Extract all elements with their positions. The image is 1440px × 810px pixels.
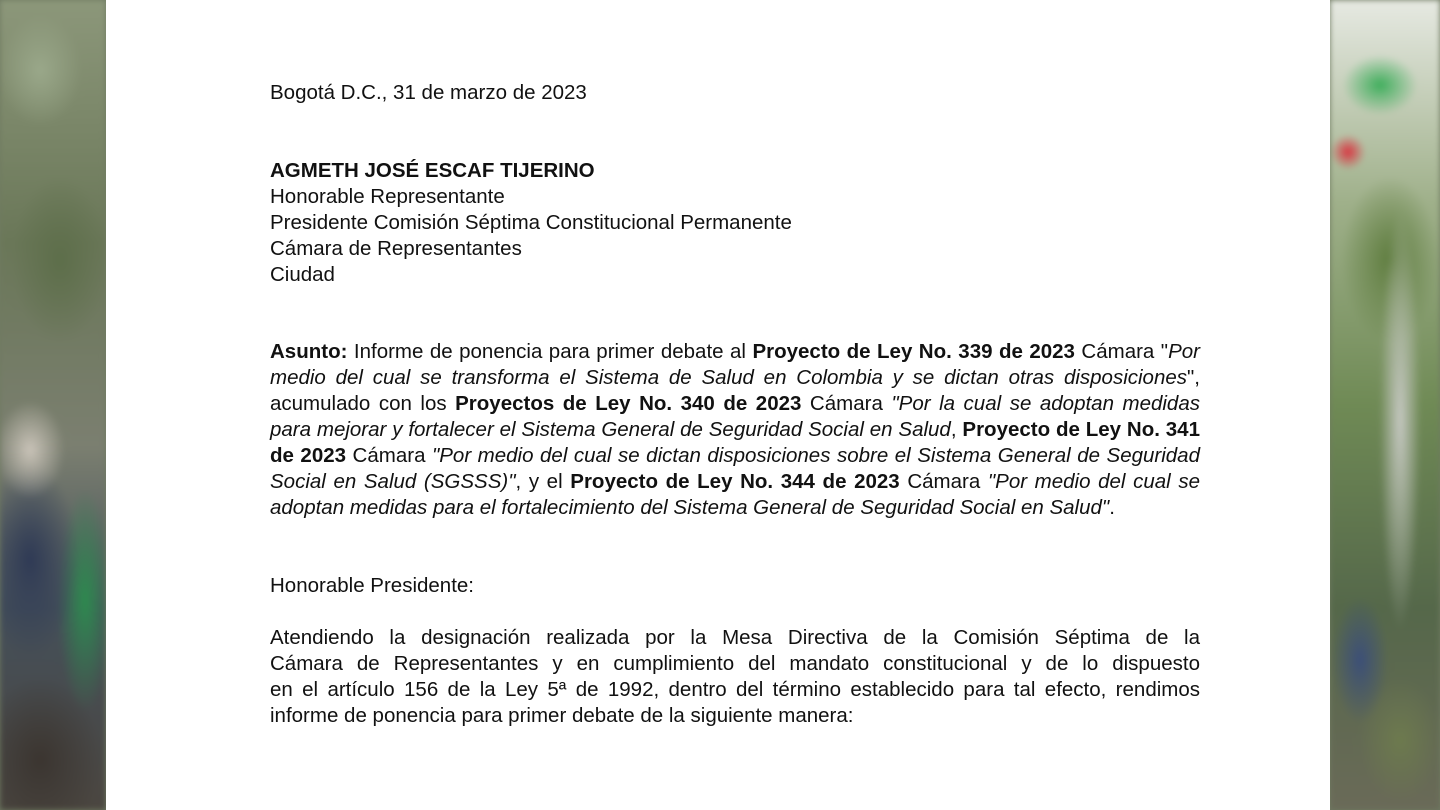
body-line: Cámara de Representantes y en cumplimiento del mandato constitucional y de lo dispuesto xyxy=(270,652,1200,675)
letter-content xyxy=(270,80,1200,729)
subject-text: ", acumulado con los xyxy=(270,366,1200,415)
document-page xyxy=(106,0,1330,810)
recipient-name: AGMETH JOSÉ ESCAF TIJERINO xyxy=(270,159,595,182)
bill-title: "Por medio del cual se adoptan medidas para el fortalecimiento del Sistema General de Seguridad Social en Salud" xyxy=(270,470,1200,519)
bill-reference: Proyecto de Ley No. 339 de 2023 xyxy=(752,340,1075,363)
bill-title: Por medio del cual se transforma el Sistema de Salud en Colombia y se dictan otras disposiciones xyxy=(270,340,1200,389)
subject-text: Cámara xyxy=(346,444,432,467)
body-paragraph xyxy=(270,625,1200,729)
body-line: Atendiendo la designación realizada por la Mesa Directiva de la Comisión Séptima de la xyxy=(270,626,1200,649)
subject-text: Informe de ponencia para primer debate al xyxy=(347,340,753,363)
subject-text: , xyxy=(950,418,963,441)
salutation: Honorable Presidente: xyxy=(270,574,474,597)
bill-reference: Proyecto de Ley No. 341 de 2023 xyxy=(270,418,1200,467)
letter-date: Bogotá D.C., 31 de marzo de 2023 xyxy=(270,81,587,104)
recipient-line: Presidente Comisión Séptima Constitucional Permanente xyxy=(270,211,792,234)
subject-text: , y el xyxy=(515,470,571,493)
recipient-line: Cámara de Representantes xyxy=(270,237,522,260)
subject-text: . xyxy=(1109,496,1115,519)
bill-title: "Por medio del cual se dictan disposiciones sobre el Sistema General de Seguridad Social en Salud (SGSSS)" xyxy=(270,444,1200,493)
subject-text: Cámara xyxy=(801,392,892,415)
recipient-line: Honorable Representante xyxy=(270,185,505,208)
subject-text: Cámara " xyxy=(1074,340,1169,363)
body-line: informe de ponencia para primer debate de la siguiente manera: xyxy=(270,704,854,727)
bill-reference: Proyectos de Ley No. 340 de 2023 xyxy=(455,392,802,415)
background-photo-left xyxy=(0,0,106,810)
background-photo-right xyxy=(1330,0,1440,810)
subject-paragraph xyxy=(270,339,1200,521)
bill-reference: Proyecto de Ley No. 344 de 2023 xyxy=(570,470,900,493)
bill-title: "Por la cual se adoptan medidas para mejorar y fortalecer el Sistema General de Seguridad Social en Salud xyxy=(270,392,1200,441)
subject-text: Cámara xyxy=(899,470,988,493)
subject-label: Asunto: xyxy=(270,340,348,363)
body-line: en el artículo 156 de la Ley 5ª de 1992, dentro del término establecido para tal efecto, rendimos xyxy=(270,678,1200,701)
recipient-block xyxy=(270,158,1200,288)
recipient-line: Ciudad xyxy=(270,263,335,286)
